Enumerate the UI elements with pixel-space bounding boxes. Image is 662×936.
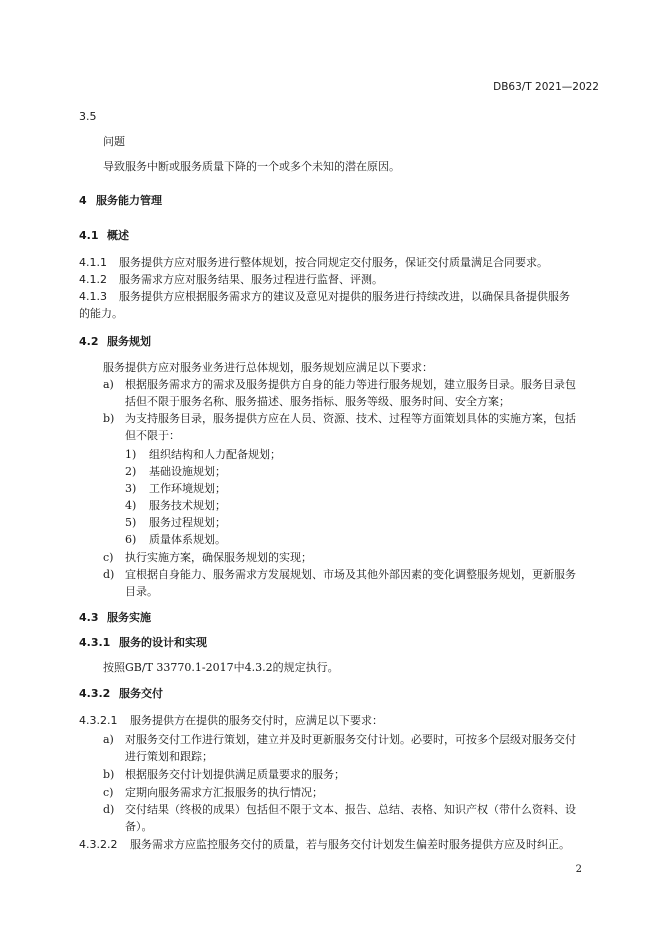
clause-text-4-1-2: 服务需求方应对服务结果、服务过程进行监督、评测。 [119, 273, 383, 286]
section-title-4-3-1: 服务的设计和实现 [119, 636, 207, 649]
section-number-4-3-2: 4.3.2 [79, 687, 111, 700]
sub-item-text: 组织结构和人力配备规划； [149, 448, 281, 461]
clause-text-4-3-1: 按照GB/T 33770.1-2017中4.3.2的规定执行。 [103, 661, 339, 674]
page-number: 2 [575, 864, 582, 875]
sub-item-text: 服务过程规划； [149, 516, 226, 529]
sub-item-mark: 1) [125, 448, 137, 461]
list-item-d: 宜根据自身能力、服务需求方发展规划、市场及其他外部因素的变化调整服务规划，更新服务 [125, 568, 576, 581]
term-definition: 导致服务中断或服务质量下降的一个或多个未知的潜在原因。 [103, 160, 400, 173]
sub-item-text: 工作环境规划； [149, 482, 226, 495]
list-item-c: 执行实施方案，确保服务规划的实现； [125, 551, 312, 564]
section-number-4-3-1: 4.3.1 [79, 636, 111, 649]
sub-item-mark: 6) [125, 533, 137, 546]
sub-item-mark: 5) [125, 516, 137, 529]
clause-text-4-3-2-1: 服务提供方在提供的服务交付时，应满足以下要求： [130, 714, 383, 727]
list-item-b: 为支持服务目录，服务提供方应在人员、资源、技术、过程等方面策划具体的实施方案，包括 [125, 412, 576, 425]
delivery-mark-c: c) [103, 786, 114, 799]
sub-item-text: 质量体系规划。 [149, 533, 226, 546]
term-title: 问题 [103, 135, 125, 148]
sub-item-mark: 2) [125, 465, 137, 478]
delivery-item-b: 根据服务交付计划提供满足质量要求的服务； [125, 768, 345, 781]
section-title-4-1: 概述 [107, 229, 129, 242]
section-title-4-3-2: 服务交付 [119, 687, 163, 700]
list-mark-a: a) [103, 378, 114, 391]
delivery-item-a: 对服务交付工作进行策划，建立并及时更新服务交付计划。必要时，可按多个层级对服务交付 [125, 733, 576, 746]
section-title-4: 服务能力管理 [96, 194, 162, 207]
clause-text-4-1-1: 服务提供方应对服务进行整体规划，按合同规定交付服务，保证交付质量满足合同要求。 [119, 256, 548, 269]
section-number-4-2: 4.2 [79, 335, 99, 348]
list-mark-d: d) [103, 568, 115, 581]
section-number-4: 4 [79, 194, 87, 207]
clause-number-4-3-2-1: 4.3.2.1 [79, 714, 118, 727]
delivery-item-c: 定期向服务需求方汇报服务的执行情况； [125, 786, 323, 799]
clause-number-4-1-2: 4.1.2 [79, 273, 107, 286]
sub-item-text: 基础设施规划； [149, 465, 226, 478]
section-number-4-1: 4.1 [79, 229, 99, 242]
sub-item-mark: 4) [125, 499, 137, 512]
clause-text-4-3-2-2: 服务需求方应监控服务交付的质量，若与服务交付计划发生偏差时服务提供方应及时纠正。 [130, 838, 570, 851]
clause-text-4-1-3-cont: 的能力。 [79, 307, 123, 320]
list-item-a-cont: 括但不限于服务名称、服务描述、服务指标、服务等级、服务时间、安全方案； [125, 395, 510, 408]
clause-number-3-5: 3.5 [79, 110, 97, 123]
delivery-item-a-cont: 进行策划和跟踪； [125, 750, 213, 763]
delivery-mark-a: a) [103, 733, 114, 746]
delivery-item-d: 交付结果（终极的成果）包括但不限于文本、报告、总结、表格、知识产权（带什么资料、设 [125, 803, 576, 816]
section-intro-4-2: 服务提供方应对服务业务进行总体规划，服务规划应满足以下要求： [103, 361, 433, 374]
list-item-a: 根据服务需求方的需求及服务提供方自身的能力等进行服务规划，建立服务目录。服务目录包 [125, 378, 576, 391]
list-mark-b: b) [103, 412, 115, 425]
clause-number-4-1-3: 4.1.3 [79, 290, 107, 303]
section-number-4-3: 4.3 [79, 611, 99, 624]
clause-number-4-3-2-2: 4.3.2.2 [79, 838, 118, 851]
clause-number-4-1-1: 4.1.1 [79, 256, 107, 269]
section-title-4-3: 服务实施 [107, 611, 151, 624]
delivery-mark-d: d) [103, 803, 115, 816]
list-mark-c: c) [103, 551, 114, 564]
document-code-header: DB63/T 2021—2022 [493, 81, 599, 93]
delivery-mark-b: b) [103, 768, 115, 781]
section-title-4-2: 服务规划 [107, 335, 151, 348]
sub-item-mark: 3) [125, 482, 137, 495]
list-item-d-cont: 目录。 [125, 585, 158, 598]
delivery-item-d-cont: 备）。 [125, 820, 153, 833]
sub-item-text: 服务技术规划； [149, 499, 226, 512]
list-item-b-cont: 但不限于： [125, 429, 180, 442]
clause-text-4-1-3: 服务提供方应根据服务需求方的建议及意见对提供的服务进行持续改进，以确保具备提供服务 [119, 290, 570, 303]
